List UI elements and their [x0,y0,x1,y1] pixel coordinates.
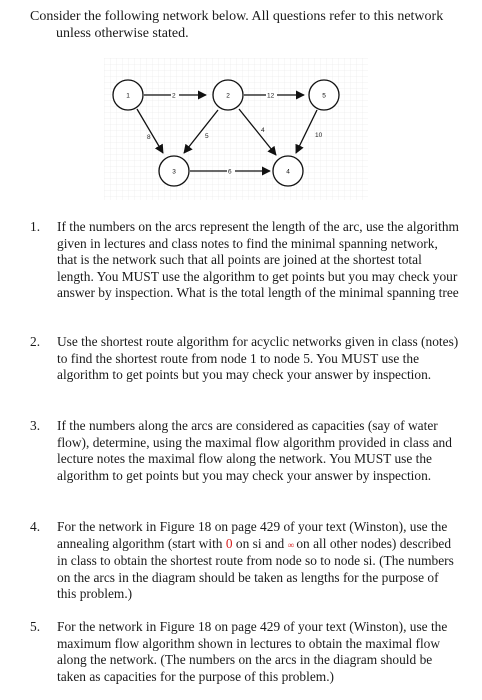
question-text: For the network in Figure 18 on page 429 of your text (Winston), use the maximum flow algorithm shown in lectures to obtain the maximal flow along the network. (The numbers on the arcs in the diagram should be taken as capacities for the purpose of this problem.) [57,619,448,684]
node-1-label: 1 [126,92,130,100]
arc-label-2-3: 5 [205,133,209,140]
node-4-label: 4 [286,168,290,176]
network-diagram [104,58,368,200]
arc-label-2-4: 4 [261,127,265,134]
arc-label-5-4: 10 [315,132,323,139]
question-4 [30,519,460,603]
intro-line-1: Consider the following network below. All questions refer to this network [30,9,444,24]
question-number: 3. [30,418,41,433]
question-5 [30,619,460,685]
question-1 [30,219,460,302]
question-2 [30,334,460,384]
question-3 [30,418,460,484]
question-text: If the numbers along the arcs are considered as capacities (say of water flow), determine, using the maximal flow algorithm provided in class and lecture notes the maximal flow along the network. You MUST use the algorithm to get points but you may check your answer by inspection. [57,418,452,483]
node-5-label: 5 [322,92,326,100]
question-number: 4. [30,519,41,534]
intro-line-2: unless otherwise stated. [56,26,189,41]
node-3-label: 3 [172,168,176,176]
question-number: 5. [30,619,41,634]
question-text [57,519,460,603]
question-number: 1. [30,219,41,234]
question-text-part-b: on si and [232,535,288,551]
question-text: Use the shortest route algorithm for acyclic networks given in class (notes) to find the shortest route from node 1 to node 5. You MUST use the algorithm to get points but you may check your answer by inspection. [57,334,459,383]
arc-label-1-3: 8 [147,134,151,141]
zero-value: 0 [225,535,233,551]
arc-label-1-2: 2 [172,92,176,100]
intro-paragraph [30,8,470,42]
node-2-label: 2 [226,92,230,100]
infinity-symbol: ∞ [287,539,293,550]
question-number: 2. [30,334,41,349]
arc-label-3-4: 6 [228,168,232,176]
question-text-part-c: on all other nodes) described in class to obtain the shortest route from node so to node si. (The numbers on the arcs in the diagram should be taken as lengths for the purpose of this problem.) [57,535,454,602]
question-text: If the numbers on the arcs represent the length of the arc, use the algorithm given in lectures and class notes to find the minimal spanning network, that is the network such that all points are joined at the shortest total length. You MUST use the algorithm to get points but you may check your answer by inspection. What is the total length of the minimal spanning tree [57,219,459,301]
question-text-part-a: For the network in Figure 18 on page 429 of your text (Winston), use the annealing algorithm (start with [57,519,448,551]
grid-background [104,58,368,200]
arc-label-2-5: 12 [267,92,275,100]
